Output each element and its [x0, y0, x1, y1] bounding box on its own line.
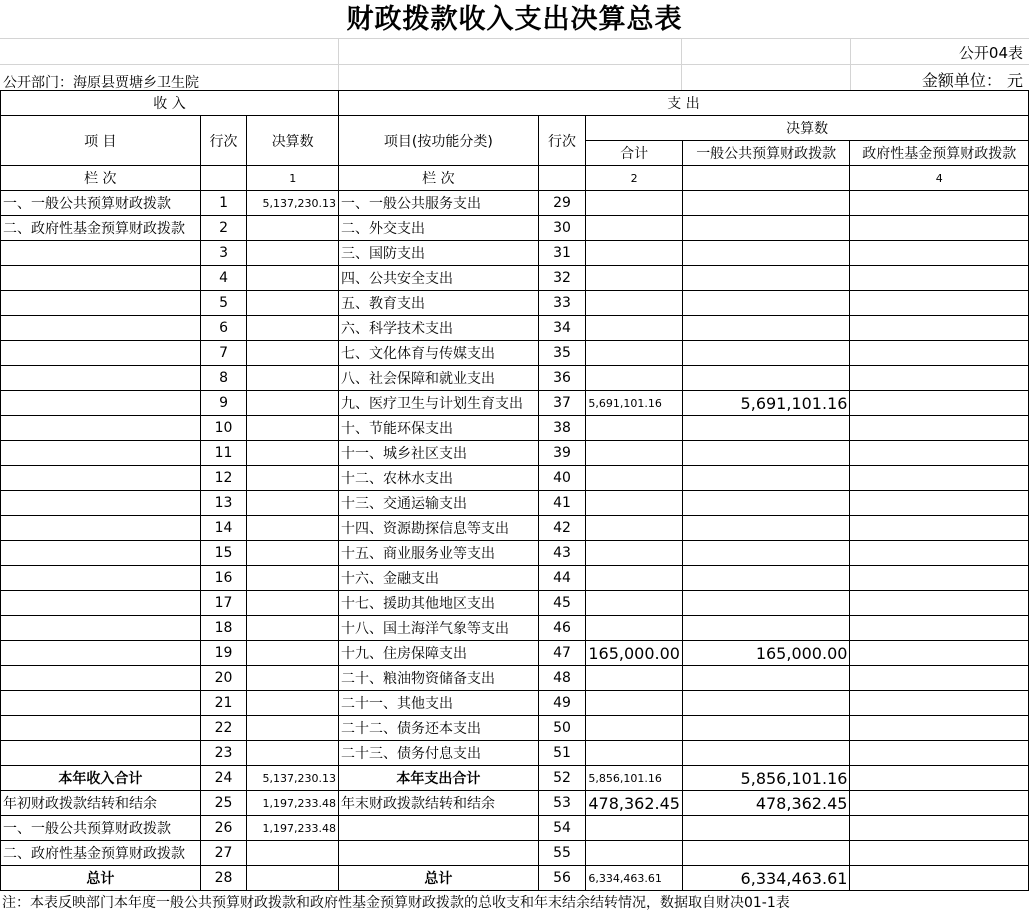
table-row — [1, 591, 1029, 616]
income-line: 22 — [200, 716, 247, 741]
expense-fund — [850, 766, 1029, 791]
table-row — [1, 216, 1029, 241]
expense-general — [682, 591, 849, 616]
expense-item: 十四、资源勘探信息等支出 — [339, 516, 539, 541]
expense-fund — [850, 616, 1029, 641]
expense-general — [682, 491, 849, 516]
income-item — [1, 666, 201, 691]
expense-total — [586, 516, 683, 541]
expense-item: 本年支出合计 — [339, 766, 539, 791]
expense-total: 165,000.00 — [586, 641, 683, 666]
col-index-4: 4 — [850, 166, 1029, 191]
income-line: 14 — [200, 516, 247, 541]
income-amount — [247, 391, 339, 416]
exp-amount-header: 决算数 — [586, 116, 1029, 141]
income-item — [1, 416, 201, 441]
expense-total — [586, 841, 683, 866]
expense-fund — [850, 566, 1029, 591]
expense-item: 一、一般公共服务支出 — [339, 191, 539, 216]
expense-total — [586, 541, 683, 566]
table-row — [1, 666, 1029, 691]
expense-line: 56 — [538, 866, 586, 891]
grid-line — [338, 38, 339, 90]
income-line: 24 — [200, 766, 247, 791]
expense-line: 38 — [538, 416, 586, 441]
expense-line: 49 — [538, 691, 586, 716]
expense-total: 5,691,101.16 — [586, 391, 683, 416]
unit-label: 金额单位： 元 — [921, 71, 1023, 90]
income-item — [1, 241, 201, 266]
expense-total — [586, 316, 683, 341]
income-item: 一、一般公共预算财政拨款 — [1, 191, 201, 216]
income-header: 收 入 — [1, 91, 339, 116]
expense-total — [586, 266, 683, 291]
expense-general: 5,856,101.16 — [682, 766, 849, 791]
table-row — [1, 466, 1029, 491]
table-row — [1, 391, 1029, 416]
income-item — [1, 341, 201, 366]
income-amount — [247, 841, 339, 866]
expense-total — [586, 441, 683, 466]
expense-item: 三、国防支出 — [339, 241, 539, 266]
income-amount — [247, 616, 339, 641]
header-row — [1, 91, 1029, 116]
expense-general — [682, 666, 849, 691]
income-item — [1, 316, 201, 341]
income-item — [1, 516, 201, 541]
func-item-header: 项目(按功能分类) — [339, 116, 539, 166]
table-row — [1, 291, 1029, 316]
expense-total — [586, 416, 683, 441]
expense-item: 年末财政拨款结转和结余 — [339, 791, 539, 816]
expense-line: 40 — [538, 466, 586, 491]
expense-line: 31 — [538, 241, 586, 266]
income-amount: 1,197,233.48 — [247, 791, 339, 816]
expense-total — [586, 741, 683, 766]
expense-general — [682, 441, 849, 466]
total-header: 合计 — [586, 141, 683, 166]
income-amount — [247, 366, 339, 391]
expense-general — [682, 466, 849, 491]
col-label-right: 栏 次 — [339, 166, 539, 191]
table-row — [1, 841, 1029, 866]
expense-fund — [850, 691, 1029, 716]
expense-line: 37 — [538, 391, 586, 416]
expense-line: 47 — [538, 641, 586, 666]
expense-line: 30 — [538, 216, 586, 241]
grid-line — [850, 38, 851, 90]
expense-line: 33 — [538, 291, 586, 316]
amount-header: 决算数 — [247, 116, 339, 166]
income-line: 13 — [200, 491, 247, 516]
income-line: 28 — [200, 866, 247, 891]
income-amount — [247, 566, 339, 591]
income-amount — [247, 466, 339, 491]
expense-item: 十八、国土海洋气象等支出 — [339, 616, 539, 641]
general-header: 一般公共预算财政拨款 — [682, 141, 849, 166]
income-amount — [247, 866, 339, 891]
income-item — [1, 566, 201, 591]
income-amount — [247, 666, 339, 691]
expense-total — [586, 341, 683, 366]
expense-total — [586, 566, 683, 591]
table-row — [1, 741, 1029, 766]
expense-total: 6,334,463.61 — [586, 866, 683, 891]
empty-cell — [538, 166, 586, 191]
col-label-left: 栏 次 — [1, 166, 201, 191]
income-line: 1 — [200, 191, 247, 216]
expense-line: 50 — [538, 716, 586, 741]
expense-total — [586, 691, 683, 716]
expense-general — [682, 316, 849, 341]
expense-fund — [850, 866, 1029, 891]
income-line: 9 — [200, 391, 247, 416]
exp-line-header: 行次 — [538, 116, 586, 166]
expense-total: 478,362.45 — [586, 791, 683, 816]
grid-line — [0, 38, 1029, 39]
income-item: 总计 — [1, 866, 201, 891]
expense-fund — [850, 541, 1029, 566]
expense-fund — [850, 816, 1029, 841]
expense-line: 51 — [538, 741, 586, 766]
income-line: 8 — [200, 366, 247, 391]
table-row — [1, 816, 1029, 841]
expense-total — [586, 191, 683, 216]
table-row — [1, 366, 1029, 391]
expense-item: 八、社会保障和就业支出 — [339, 366, 539, 391]
income-line: 17 — [200, 591, 247, 616]
income-line: 15 — [200, 541, 247, 566]
table-row — [1, 566, 1029, 591]
income-item — [1, 366, 201, 391]
income-item — [1, 541, 201, 566]
expense-header: 支 出 — [339, 91, 1029, 116]
table-row — [1, 716, 1029, 741]
income-amount — [247, 591, 339, 616]
expense-fund — [850, 591, 1029, 616]
income-line: 27 — [200, 841, 247, 866]
expense-total — [586, 291, 683, 316]
expense-total — [586, 466, 683, 491]
income-line: 18 — [200, 616, 247, 641]
expense-item: 二十一、其他支出 — [339, 691, 539, 716]
expense-general: 478,362.45 — [682, 791, 849, 816]
table-row — [1, 616, 1029, 641]
income-amount: 5,137,230.13 — [247, 191, 339, 216]
expense-item: 七、文化体育与传媒支出 — [339, 341, 539, 366]
income-item — [1, 391, 201, 416]
expense-fund — [850, 841, 1029, 866]
income-amount — [247, 741, 339, 766]
income-amount — [247, 541, 339, 566]
income-item — [1, 591, 201, 616]
table-row — [1, 691, 1029, 716]
budget-table — [0, 90, 1029, 891]
expense-general — [682, 616, 849, 641]
expense-fund — [850, 216, 1029, 241]
expense-fund — [850, 341, 1029, 366]
expense-general — [682, 366, 849, 391]
income-item — [1, 441, 201, 466]
expense-total — [586, 216, 683, 241]
expense-line: 44 — [538, 566, 586, 591]
expense-fund — [850, 716, 1029, 741]
expense-item: 四、公共安全支出 — [339, 266, 539, 291]
table-row — [1, 516, 1029, 541]
table-row — [1, 641, 1029, 666]
table-row — [1, 791, 1029, 816]
expense-fund — [850, 191, 1029, 216]
expense-line: 55 — [538, 841, 586, 866]
table-row — [1, 866, 1029, 891]
empty-cell — [682, 166, 849, 191]
column-index-row — [1, 166, 1029, 191]
income-amount — [247, 641, 339, 666]
table-row — [1, 316, 1029, 341]
income-line: 12 — [200, 466, 247, 491]
income-amount — [247, 691, 339, 716]
income-amount — [247, 716, 339, 741]
income-amount — [247, 341, 339, 366]
income-item: 本年收入合计 — [1, 766, 201, 791]
expense-general — [682, 816, 849, 841]
expense-item: 十一、城乡社区支出 — [339, 441, 539, 466]
expense-general — [682, 341, 849, 366]
expense-item: 二十、粮油物资储备支出 — [339, 666, 539, 691]
expense-total — [586, 716, 683, 741]
expense-fund — [850, 441, 1029, 466]
table-row — [1, 541, 1029, 566]
income-amount — [247, 491, 339, 516]
income-line: 25 — [200, 791, 247, 816]
income-item — [1, 741, 201, 766]
income-item: 一、一般公共预算财政拨款 — [1, 816, 201, 841]
expense-total — [586, 366, 683, 391]
income-amount: 1,197,233.48 — [247, 816, 339, 841]
expense-line: 48 — [538, 666, 586, 691]
expense-general — [682, 291, 849, 316]
expense-item: 二十二、债务还本支出 — [339, 716, 539, 741]
expense-line: 41 — [538, 491, 586, 516]
income-amount — [247, 266, 339, 291]
expense-general — [682, 691, 849, 716]
expense-item: 十、节能环保支出 — [339, 416, 539, 441]
income-item — [1, 491, 201, 516]
income-item — [1, 641, 201, 666]
grid-line — [681, 38, 682, 90]
expense-general — [682, 191, 849, 216]
income-line: 6 — [200, 316, 247, 341]
expense-general — [682, 841, 849, 866]
income-item — [1, 266, 201, 291]
table-row — [1, 416, 1029, 441]
empty-cell — [200, 166, 247, 191]
income-item — [1, 716, 201, 741]
income-line: 3 — [200, 241, 247, 266]
report-title: 财政拨款收入支出决算总表 — [346, 4, 683, 35]
income-line: 4 — [200, 266, 247, 291]
expense-general — [682, 241, 849, 266]
income-item — [1, 291, 201, 316]
income-item: 二、政府性基金预算财政拨款 — [1, 841, 201, 866]
table-row — [1, 491, 1029, 516]
income-line: 16 — [200, 566, 247, 591]
expense-item: 总计 — [339, 866, 539, 891]
expense-line: 42 — [538, 516, 586, 541]
income-line: 11 — [200, 441, 247, 466]
expense-line: 39 — [538, 441, 586, 466]
expense-total — [586, 616, 683, 641]
income-amount — [247, 316, 339, 341]
expense-total — [586, 591, 683, 616]
income-item: 年初财政拨款结转和结余 — [1, 791, 201, 816]
col-index-1: 1 — [247, 166, 339, 191]
form-code: 公开04表 — [958, 44, 1023, 62]
table-row — [1, 766, 1029, 791]
income-amount — [247, 441, 339, 466]
department-label: 公开部门：海原县贾塘乡卫生院 — [3, 75, 199, 91]
expense-general — [682, 566, 849, 591]
income-amount: 5,137,230.13 — [247, 766, 339, 791]
expense-general: 5,691,101.16 — [682, 391, 849, 416]
expense-fund — [850, 266, 1029, 291]
expense-fund — [850, 641, 1029, 666]
income-line: 26 — [200, 816, 247, 841]
expense-item: 六、科学技术支出 — [339, 316, 539, 341]
expense-fund — [850, 666, 1029, 691]
income-line: 23 — [200, 741, 247, 766]
expense-total — [586, 666, 683, 691]
expense-item — [339, 841, 539, 866]
expense-fund — [850, 291, 1029, 316]
expense-item: 十五、商业服务业等支出 — [339, 541, 539, 566]
expense-fund — [850, 741, 1029, 766]
table-row — [1, 341, 1029, 366]
expense-fund — [850, 466, 1029, 491]
expense-general — [682, 741, 849, 766]
income-line: 10 — [200, 416, 247, 441]
expense-general — [682, 541, 849, 566]
expense-total — [586, 241, 683, 266]
income-amount — [247, 216, 339, 241]
footnote: 注：本表反映部门本年度一般公共预算财政拨款和政府性基金预算财政拨款的总收支和年末结余结转情况，数据取自财决01-1表 — [2, 895, 790, 911]
table-row — [1, 266, 1029, 291]
expense-fund — [850, 391, 1029, 416]
table-row — [1, 191, 1029, 216]
expense-item — [339, 816, 539, 841]
item-header: 项 目 — [1, 116, 201, 166]
income-amount — [247, 516, 339, 541]
expense-item: 九、医疗卫生与计划生育支出 — [339, 391, 539, 416]
income-amount — [247, 291, 339, 316]
income-line: 21 — [200, 691, 247, 716]
line-header: 行次 — [200, 116, 247, 166]
expense-fund — [850, 316, 1029, 341]
table-row — [1, 241, 1029, 266]
expense-fund — [850, 241, 1029, 266]
expense-line: 34 — [538, 316, 586, 341]
income-item: 二、政府性基金预算财政拨款 — [1, 216, 201, 241]
expense-item: 十二、农林水支出 — [339, 466, 539, 491]
expense-item: 十七、援助其他地区支出 — [339, 591, 539, 616]
income-item — [1, 616, 201, 641]
expense-line: 45 — [538, 591, 586, 616]
expense-line: 43 — [538, 541, 586, 566]
income-line: 5 — [200, 291, 247, 316]
income-item — [1, 466, 201, 491]
expense-line: 54 — [538, 816, 586, 841]
expense-general — [682, 516, 849, 541]
col-index-2: 2 — [586, 166, 683, 191]
income-line: 20 — [200, 666, 247, 691]
expense-line: 29 — [538, 191, 586, 216]
expense-line: 53 — [538, 791, 586, 816]
expense-fund — [850, 366, 1029, 391]
expense-total — [586, 816, 683, 841]
expense-line: 36 — [538, 366, 586, 391]
expense-fund — [850, 491, 1029, 516]
expense-line: 35 — [538, 341, 586, 366]
income-line: 2 — [200, 216, 247, 241]
expense-item: 十三、交通运输支出 — [339, 491, 539, 516]
expense-general — [682, 716, 849, 741]
expense-total: 5,856,101.16 — [586, 766, 683, 791]
expense-general — [682, 216, 849, 241]
expense-general — [682, 416, 849, 441]
expense-line: 52 — [538, 766, 586, 791]
expense-general: 6,334,463.61 — [682, 866, 849, 891]
expense-line: 32 — [538, 266, 586, 291]
table-row — [1, 441, 1029, 466]
expense-fund — [850, 416, 1029, 441]
income-line: 7 — [200, 341, 247, 366]
expense-item: 十六、金融支出 — [339, 566, 539, 591]
expense-item: 二、外交支出 — [339, 216, 539, 241]
expense-general — [682, 266, 849, 291]
expense-item: 十九、住房保障支出 — [339, 641, 539, 666]
grid-line — [0, 64, 1029, 65]
income-item — [1, 691, 201, 716]
expense-item: 二十三、债务付息支出 — [339, 741, 539, 766]
expense-item: 五、教育支出 — [339, 291, 539, 316]
expense-line: 46 — [538, 616, 586, 641]
income-amount — [247, 416, 339, 441]
income-amount — [247, 241, 339, 266]
fund-header: 政府性基金预算财政拨款 — [850, 141, 1029, 166]
header-row — [1, 116, 1029, 141]
expense-general: 165,000.00 — [682, 641, 849, 666]
expense-total — [586, 491, 683, 516]
income-line: 19 — [200, 641, 247, 666]
expense-fund — [850, 516, 1029, 541]
expense-fund — [850, 791, 1029, 816]
